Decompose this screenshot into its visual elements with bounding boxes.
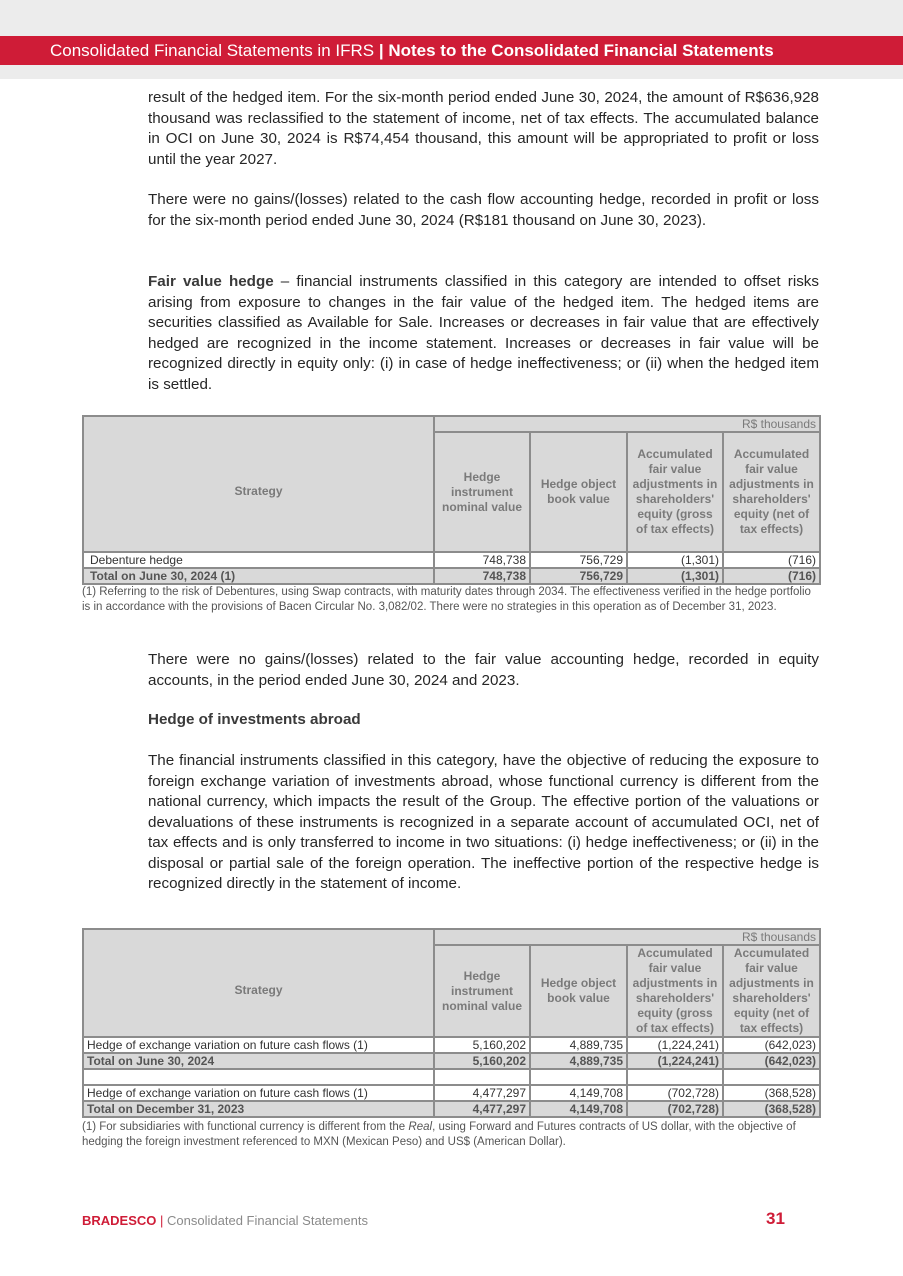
table2-row2-book: 4,149,708 — [530, 1085, 627, 1101]
table1-footnote: (1) Referring to the risk of Debentures, using Swap contracts, with maturity dates through 2034. The effectiveness verified in the hedge portfolio is in accordance with the provisions of Bacen Circular No. 3,082/02. There were no strategies in this operation as of December 31, 2023. — [82, 586, 811, 613]
paragraph-cash-flow-gains: There were no gains/(losses) related to the cash flow accounting hedge, recorded in profit or loss for the six-month period ended June 30, 2024 (R$181 thousand on June 30, 2023). — [148, 191, 819, 229]
table1-header-net: Accumulated fair value adjustments in shareholders' equity (net of tax effects) — [723, 432, 820, 552]
table2-row1-strategy: Hedge of exchange variation on future cash flows (1) — [83, 1037, 434, 1053]
table2-unit: R$ thousands — [434, 929, 820, 945]
table2-row2-gross: (702,728) — [627, 1085, 723, 1101]
section-heading: Hedge of investments abroad — [148, 711, 361, 728]
table2-total1-label: Total on June 30, 2024 — [83, 1053, 434, 1069]
footer — [82, 1213, 368, 1228]
table1-total-net: (716) — [723, 568, 820, 584]
paragraph-hedged-item: result of the hedged item. For the six-month period ended June 30, 2024, the amount of R$636,928 thousand was reclassified to the statement of income, net of tax effects. The accumulated balance in OCI on June 30, 2024 is R$74,454 thousand, this amount will be appropriated to profit or loss until the year 2027. — [148, 89, 819, 168]
table-spacer-row — [83, 1069, 820, 1085]
top-bar — [0, 0, 903, 36]
table2-total2-nominal: 4,477,297 — [434, 1101, 530, 1117]
header-separator: | — [378, 41, 384, 60]
table2-row1-net: (642,023) — [723, 1037, 820, 1053]
table1-header-book-value: Hedge object book value — [530, 432, 627, 552]
table2-strategy-spacer — [83, 929, 434, 945]
paragraph-fair-value-hedge — [148, 272, 819, 395]
table1-row-net: (716) — [723, 552, 820, 568]
fair-value-hedge-text: – financial instruments classified in this category are intended to offset risks arising from exposure to changes in the fair value of the hedged item. The hedged items are securities classified as Available for Sale. Increases or decreases in fair value that are effectively hedged are recognized in the income statement. Increases or decreases in fair value will be recognized directly in equity only: (i) in case of hedge ineffectiveness; or (ii) when the hedged item is settled. — [148, 273, 819, 393]
table2-total1-book: 4,889,735 — [530, 1053, 627, 1069]
table2-row1-book: 4,889,735 — [530, 1037, 627, 1053]
table1-total-nominal: 748,738 — [434, 568, 530, 584]
table1-header-nominal: Hedge instrument nominal value — [434, 432, 530, 552]
table2-footnote-part-a: (1) For subsidiaries with functional currency is different from the — [82, 1121, 409, 1133]
table-row — [83, 1037, 820, 1053]
table1-total-label: Total on June 30, 2024 (1) — [83, 568, 434, 584]
table-total-row — [83, 1101, 820, 1117]
fair-value-hedge-table — [82, 415, 821, 585]
table1-total-book: 756,729 — [530, 568, 627, 584]
fair-value-hedge-term: Fair value hedge — [148, 273, 274, 290]
paragraph-fair-value-gains: There were no gains/(losses) related to the fair value accounting hedge, recorded in equity accounts, in the period ended June 30, 2024 and 2023. — [148, 651, 819, 689]
table2-total2-book: 4,149,708 — [530, 1101, 627, 1117]
table2-total2-net: (368,528) — [723, 1101, 820, 1117]
table2-header-strategy: Strategy — [83, 945, 434, 1037]
table1-unit: R$ thousands — [434, 416, 820, 432]
table2-footnote — [82, 1120, 819, 1150]
table-row — [83, 552, 820, 568]
table2-total1-nominal: 5,160,202 — [434, 1053, 530, 1069]
table2-footnote-part-b: , using Forward and Futures contracts of US dollar, with the objective of hedging the foreign investment referenced to MXN (Mexican Peso) and US$ (American Dollar). — [82, 1121, 796, 1148]
table2-row1-nominal: 5,160,202 — [434, 1037, 530, 1053]
header-banner — [0, 36, 903, 65]
table2-total1-gross: (1,224,241) — [627, 1053, 723, 1069]
header-bottom-bar — [0, 65, 903, 79]
table2-total2-label: Total on December 31, 2023 — [83, 1101, 434, 1117]
table2-total1-net: (642,023) — [723, 1053, 820, 1069]
table1-strategy-spacer — [83, 416, 434, 432]
table2-row2-strategy: Hedge of exchange variation on future cash flows (1) — [83, 1085, 434, 1101]
header-left-title: Consolidated Financial Statements in IFRS — [50, 41, 375, 60]
table-total-row — [83, 568, 820, 584]
header-right-title: Notes to the Consolidated Financial Statements — [388, 41, 774, 60]
table1-row-book: 756,729 — [530, 552, 627, 568]
table-total-row — [83, 1053, 820, 1069]
table1-header-gross: Accumulated fair value adjustments in shareholders' equity (gross of tax effects) — [627, 432, 723, 552]
paragraph-investments-abroad: The financial instruments classified in this category, have the objective of reducing the exposure to foreign exchange variation of investments abroad, whose functional currency is different from the national currency, which impacts the result of the Group. The effective portion of the valuations or devaluations of these instruments is recognized in a separate account of accumulated OCI, net of tax effects and is only transferred to income in two situations: (i) hedge ineffectiveness; or (ii) in the disposal or partial sale of the foreign operation. The ineffective portion of the respective hedge is recognized directly in the statement of income. — [148, 752, 819, 892]
table2-row2-net: (368,528) — [723, 1085, 820, 1101]
investments-abroad-table — [82, 928, 821, 1118]
table2-total2-gross: (702,728) — [627, 1101, 723, 1117]
table1-row-nominal: 748,738 — [434, 552, 530, 568]
table-row — [83, 1085, 820, 1101]
table2-row2-nominal: 4,477,297 — [434, 1085, 530, 1101]
footer-text: Consolidated Financial Statements — [167, 1213, 368, 1228]
table2-header-book-value: Hedge object book value — [530, 945, 627, 1037]
table2-header-gross: Accumulated fair value adjustments in shareholders' equity (gross of tax effects) — [627, 945, 723, 1037]
table1-total-gross: (1,301) — [627, 568, 723, 584]
table1-row-gross: (1,301) — [627, 552, 723, 568]
table1-row-strategy: Debenture hedge — [83, 552, 434, 568]
footer-brand: BRADESCO — [82, 1213, 157, 1228]
table2-row1-gross: (1,224,241) — [627, 1037, 723, 1053]
table1-header-strategy: Strategy — [83, 432, 434, 552]
table2-header-net: Accumulated fair value adjustments in shareholders' equity (net of tax effects) — [723, 945, 820, 1037]
table2-footnote-italic: Real — [408, 1121, 433, 1133]
table2-header-nominal: Hedge instrument nominal value — [434, 945, 530, 1037]
page-number: 31 — [766, 1209, 785, 1228]
footer-separator: | — [160, 1213, 164, 1228]
